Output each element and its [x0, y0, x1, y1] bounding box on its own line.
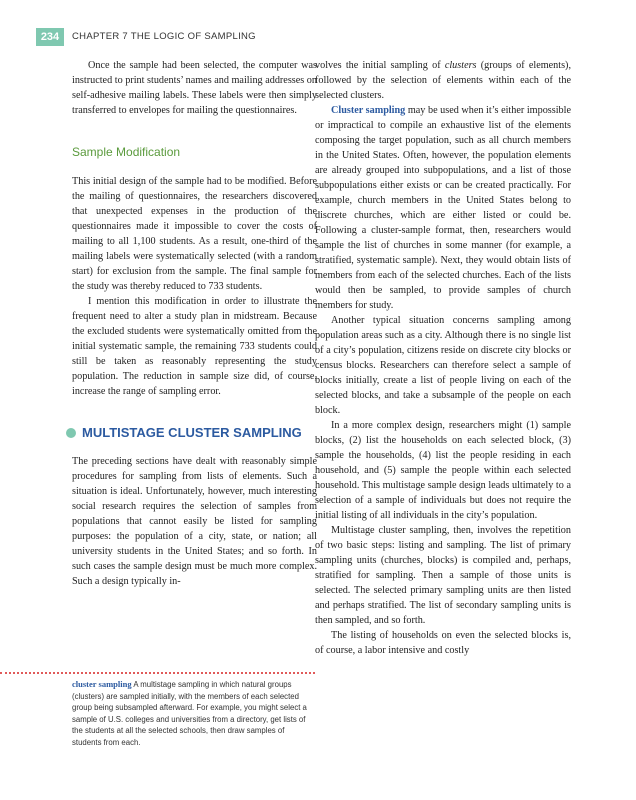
bullet-dot-icon: [66, 428, 76, 438]
paragraph: The listing of households on even the selected blocks is, of course, a labor intensive and costly: [315, 630, 571, 656]
paragraph: In a more complex design, researchers might (1) sample blocks, (2) list the households on each selected block, (3) sample the households, (4) list the people residing in each household, and (5) sample the people within each selected household. This multistage sample design leads ultimately to a selection of a sample of individuals but does not require the initial listing of all individuals in the city’s population.: [315, 420, 571, 521]
paragraph: This initial design of the sample had to be modified. Before the mailing of questionnaires, the researchers discovered that unexpected expenses in the production of the questionnaires made it impossible to cover the costs of mailing to all 1,100 students. As a result, one-third of the mailing labels were systematically selected (with a random start) for exclusion from the sample. The final sample for the study was thereby reduced to 733 students.: [72, 176, 317, 292]
glossary-definition: A multistage sampling in which natural groups (clusters) are sampled initially, with the members of each selected group being subsampled afterward. For example, you might select a sample of U.S. colleges and universities from a directory, get lists of the students at all the selected schools, then draw samples of students from each.: [72, 680, 307, 747]
paragraph: The preceding sections have dealt with reasonably simple procedures for sampling from lists of elements. Such a situation is ideal. Unfortunately, however, much interesting social research requires the selection of samples from populations that cannot easily be listed for sampling purposes: the population of a city, state, or nation; all university students in the United States; and so forth. In such cases the sample design must be much more complex. Such a design typically in-: [72, 456, 317, 587]
paragraph: Multistage cluster sampling, then, involves the repetition of two basic steps: listing and sampling. The list of primary sampling units (churches, blocks) is compiled and, perhaps, stratified for sampling. Then a sample of those units is selected. The selected primary sampling units are then listed and perhaps stratified. The list of secondary sampling units is then sampled, and so forth.: [315, 525, 571, 626]
chapter-title: CHAPTER 7 THE LOGIC OF SAMPLING: [72, 31, 256, 42]
glossary-note: [72, 679, 312, 749]
paragraph: Once the sample had been selected, the computer was instructed to print students’ names and mailing addresses on self-adhesive mailing labels. These labels were then simply transferred to envelopes for mailing the questionnaires.: [72, 60, 317, 116]
key-term: Cluster sampling: [331, 105, 406, 116]
glossary-term: cluster sampling: [72, 679, 132, 689]
page-header: [0, 28, 636, 48]
left-column: [72, 58, 317, 589]
paragraph: Another typical situation concerns sampling among population areas such as a city. Although there is no single list of a city’s population, citizens reside on discrete city blocks or census blocks. Researchers can therefore select a sample of blocks initially, create a list of people living on each of the selected blocks, and take a subsample of the people on each block.: [315, 315, 571, 416]
text-run: volves the initial sampling of: [315, 60, 445, 71]
right-column: [315, 58, 571, 658]
page-number: 234: [36, 28, 64, 46]
section-heading-text: MULTISTAGE CLUSTER SAMPLING: [82, 425, 302, 440]
section-heading: [66, 425, 317, 440]
text-run: may be used when it’s either impossible or impractical to compile an exhaustive list of the elements composing the target population, such as all church members in the United States. Often, however, the population elements are already grouped into subpopulations, and a list of those subpopulations either exists or can be created practically. For example, church members in the United States belong to discrete churches, which are either listed or could be. Following a cluster-sample format, then, researchers would sample the list of churches in some manner (for example, a stratified, systematic sample). Next, they would obtain lists of members from each of the selected churches. Each of the lists would then be sampled, to provide samples of church members for study.: [315, 105, 571, 311]
paragraph: [315, 103, 571, 313]
paragraph: [315, 58, 571, 103]
emphasis-clusters: clusters: [444, 60, 477, 71]
glossary-divider: [0, 672, 315, 674]
text-run: (groups of elements), followed by the selection of elements within each of the selected clusters.: [315, 60, 571, 101]
subheading-sample-modification: Sample Modification: [72, 145, 181, 159]
paragraph: I mention this modification in order to illustrate the frequent need to alter a study plan in midstream. Because the excluded students were systematically omitted from the initial systematic sample, the remaining 733 students could still be taken as reasonably representing the study population. The reduction in sample size did, of course, increase the range of sampling error.: [72, 296, 317, 397]
